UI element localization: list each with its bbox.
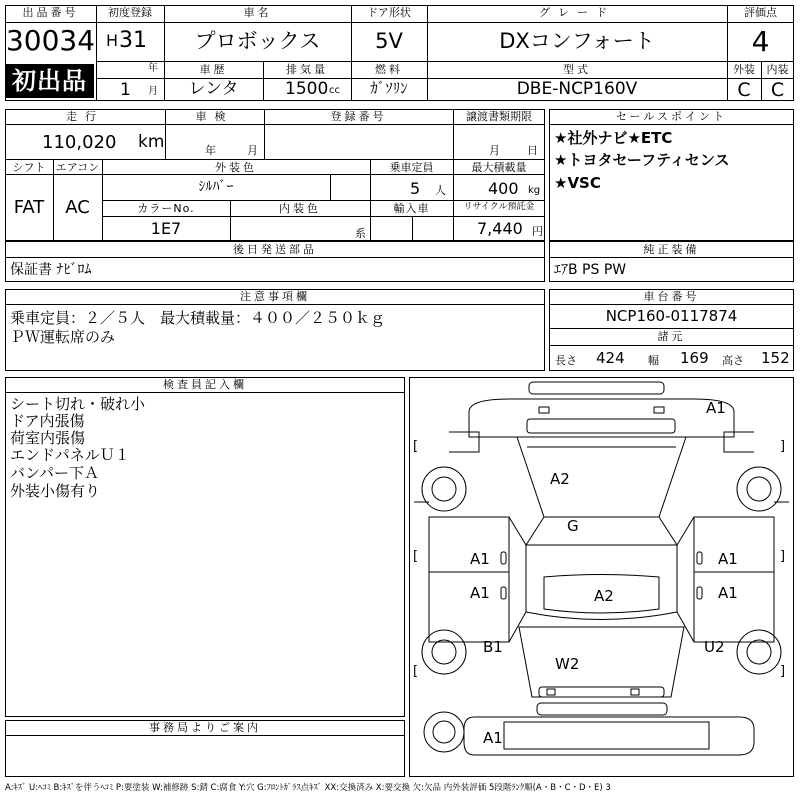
length: 424 <box>596 349 625 367</box>
width: 169 <box>680 349 709 367</box>
displacement-label: 排気量 <box>286 63 328 76</box>
inspection-month-unit: 月 <box>247 144 258 157</box>
ac: AC <box>65 197 90 218</box>
bracket-mark: [ <box>413 664 419 679</box>
bracket-mark: [ <box>413 549 419 564</box>
interior-label: 内装 <box>766 63 789 76</box>
sales-points-label: セールスポイント <box>615 110 727 123</box>
length-label: 長さ <box>555 354 577 367</box>
notes-line: ＰＷ運転席のみ <box>10 328 116 346</box>
color-no-label: カラーNo. <box>137 202 195 215</box>
color-no: 1E7 <box>150 219 182 238</box>
office-label: 事務局よりご案内 <box>149 721 261 734</box>
chassis-number: NCP160-0117874 <box>605 307 738 325</box>
mileage: 110,020 <box>42 132 117 153</box>
bracket-mark: ] <box>780 664 786 679</box>
score-label: 評価点 <box>744 6 777 19</box>
damage-mark: A1 <box>706 399 726 417</box>
damage-mark: B1 <box>483 638 503 656</box>
sales-point-item: ★トヨタセーフティセンス <box>554 151 730 169</box>
sales-point-item: ★社外ナビ★ETC <box>554 129 673 147</box>
lot-no: 30034 <box>5 24 96 57</box>
inspector-line: 荷室内張傷 <box>10 429 86 447</box>
shift-label: シフト <box>12 161 46 174</box>
model-label: 型式 <box>563 63 591 76</box>
int-color-unit: 系 <box>355 227 366 240</box>
grade-label: グレード <box>539 6 615 19</box>
reg-month-unit: 月 <box>148 86 158 97</box>
import-label: 輸入車 <box>393 202 430 215</box>
damage-mark: A2 <box>594 587 614 605</box>
max-load-label: 最大積載量 <box>471 161 527 174</box>
recycle-deposit: 7,440 <box>477 219 523 238</box>
reg-year-unit: 年 <box>148 63 158 74</box>
inspector-line: エンドパネルＵ１ <box>10 446 130 464</box>
bracket-mark: ] <box>780 549 786 564</box>
height: 152 <box>761 349 790 367</box>
mileage-label: 走行 <box>66 110 104 123</box>
fuel-label: 燃料 <box>375 63 403 76</box>
chassis-label: 車台番号 <box>643 290 700 303</box>
transfer-day-unit: 日 <box>527 144 538 157</box>
model: DBE-NCP160V <box>516 79 638 99</box>
notes-line: 乗車定員：２／５人 最大積載量：４００／２５０ｋｇ <box>10 309 386 327</box>
inspection-label: 車検 <box>195 110 234 123</box>
interior-grade: C <box>770 79 785 101</box>
inspection-year-unit: 年 <box>205 144 216 157</box>
door-label: ドア形状 <box>367 6 411 19</box>
ext-color-label: 外装色 <box>215 161 257 174</box>
capacity: 5 <box>410 179 421 198</box>
dims-label: 諸元 <box>657 330 686 343</box>
reg-month: 1 <box>120 80 131 100</box>
inspector-line: 外装小傷有り <box>10 482 101 500</box>
car-name: プロボックス <box>194 29 321 53</box>
damage-mark: A1 <box>483 729 503 747</box>
shift: FAT <box>13 197 45 218</box>
recycle-label: リサイクル預託金 <box>463 202 535 212</box>
bracket-mark: ] <box>780 439 786 454</box>
max-load: 400 <box>488 179 519 198</box>
damage-mark: A1 <box>718 550 738 568</box>
car-diagram <box>409 377 794 777</box>
transfer-label: 譲渡書類期限 <box>466 110 532 123</box>
first-reg-label: 初度登録 <box>108 6 152 19</box>
height-label: 高さ <box>722 354 744 367</box>
car-name-label: 車名 <box>243 6 272 19</box>
width-label: 幅 <box>648 354 659 367</box>
mileage-unit: km <box>138 132 165 152</box>
fuel: ｶﾞｿﾘﾝ <box>370 79 408 97</box>
inspector-line: ドア内張傷 <box>10 412 85 430</box>
score: 4 <box>751 25 770 58</box>
notes-label: 注意事項欄 <box>240 290 310 303</box>
lot-no-label: 出品番号 <box>22 6 79 19</box>
displacement-unit: cc <box>329 85 340 96</box>
bracket-mark: [ <box>413 439 419 454</box>
first-listing-badge: 初出品 <box>5 64 94 98</box>
inspector-label: 検査員記入欄 <box>163 378 247 391</box>
max-load-unit: kg <box>528 185 541 196</box>
legend: A:ｷｽﾞ U:ﾍｺﾐ B:ｷｽﾞを伴うﾍｺﾐ P:要塗装 W:補修跡 S:錆 C:腐食 Y:穴 G:ﾌﾛﾝﾄｶﾞﾗｽ点ｷｽﾞ XX:交換済み X:要交換 欠:欠品 内外装評価 5段階ﾗﾝｸ順(A・B・C・D・E) 3 <box>5 783 611 793</box>
damage-mark: A1 <box>470 584 490 602</box>
grade: DXコンフォート <box>499 29 655 53</box>
damage-mark: U2 <box>704 638 725 656</box>
damage-mark: A1 <box>470 550 490 568</box>
history: レンタ <box>188 79 239 99</box>
specs-block <box>5 109 545 241</box>
door-type: 5V <box>375 29 403 53</box>
sales-point-item: ★VSC <box>554 174 601 192</box>
capacity-unit: 人 <box>435 184 446 197</box>
int-color-label: 内装色 <box>279 202 321 215</box>
inspector-line: シート切れ・破れ小 <box>10 395 146 413</box>
reg-no-label: 登録番号 <box>330 110 387 123</box>
inspector-line: バンパー下Ａ <box>10 464 99 482</box>
exterior-label: 外装 <box>733 63 755 76</box>
damage-mark: W2 <box>555 655 580 673</box>
history-label: 車歴 <box>199 63 228 76</box>
damage-mark: A2 <box>550 470 570 488</box>
displacement: 1500 <box>285 79 329 99</box>
damage-mark: G <box>567 517 579 535</box>
ac-label: エアコン <box>55 161 100 174</box>
genuine-value: ｴｱB PS PW <box>554 262 627 278</box>
later-parts-label: 後日発送部品 <box>233 243 317 256</box>
era: H <box>106 31 119 50</box>
ext-color: ｼﾙﾊﾞｰ <box>198 179 234 195</box>
damage-mark: A1 <box>718 584 738 602</box>
transfer-month-unit: 月 <box>489 144 500 157</box>
reg-year: 31 <box>119 28 147 53</box>
genuine-label: 純正装備 <box>643 243 700 256</box>
later-parts-value: 保証書 ﾅﾋﾞﾛﾑ <box>10 262 92 278</box>
recycle-unit: 円 <box>532 225 543 238</box>
exterior-grade: C <box>737 79 751 101</box>
capacity-label: 乗車定員 <box>389 161 434 174</box>
